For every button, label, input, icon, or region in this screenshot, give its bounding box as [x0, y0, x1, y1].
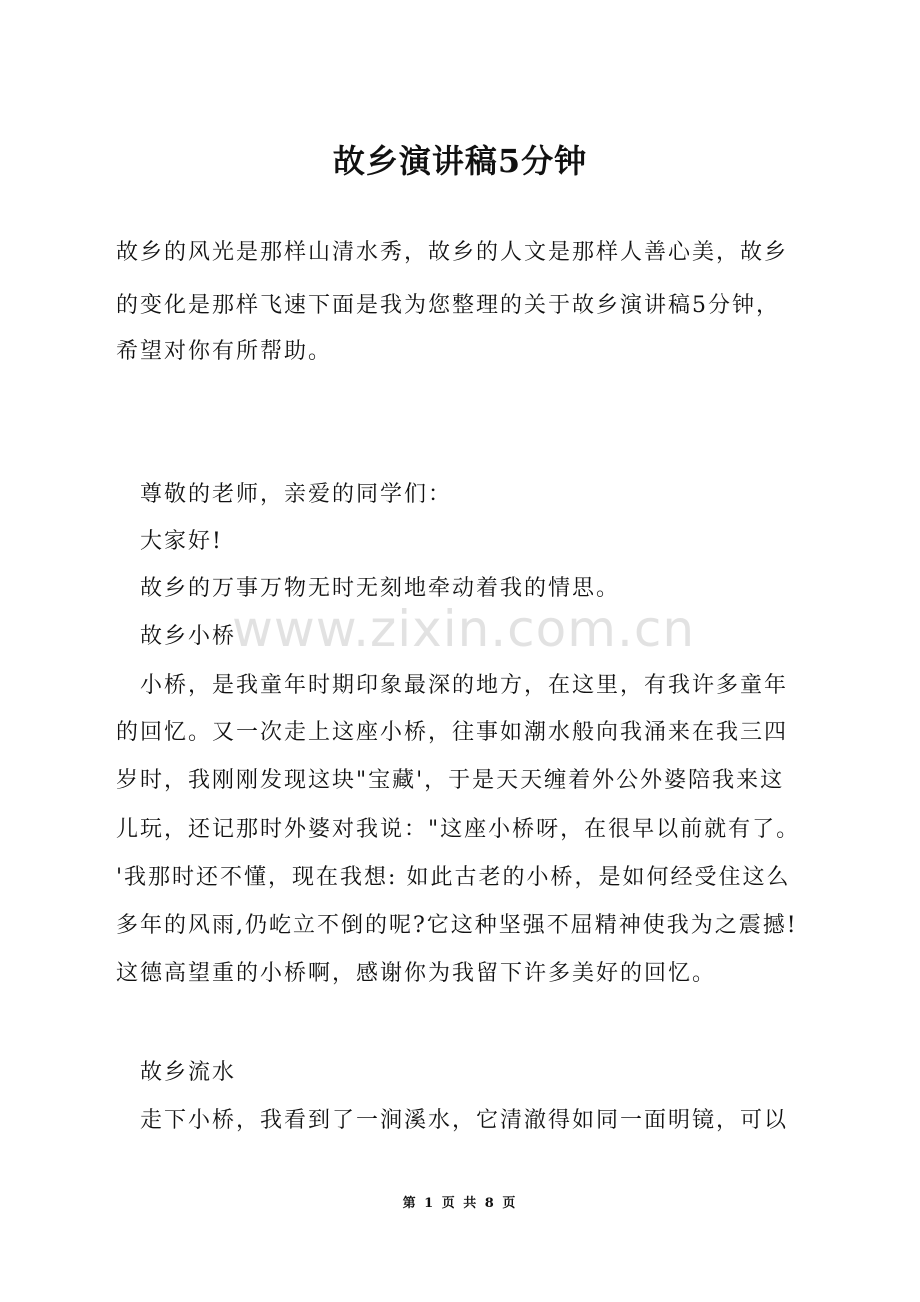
section-heading-stream: 故乡流水 [140, 1060, 237, 1085]
intro-line-3: 希望对你有所帮助。 [116, 339, 333, 364]
salutation: 尊敬的老师，亲爱的同学们： [140, 482, 453, 507]
paragraph-line: 多年的风雨,仍屹立不倒的呢?它这种坚强不屈精神使我为之震撼! [116, 913, 798, 938]
paragraph-line: 儿玩，还记那时外婆对我说："这座小桥呀，在很早以前就有了。 [116, 817, 801, 842]
document-title: 故乡演讲稿5分钟 [332, 142, 588, 180]
paragraph-line: '我那时还不懂，现在我想: 如此古老的小桥，是如何经受住这么 [116, 865, 791, 890]
watermark-text: www.zixin.com.cn [232, 600, 696, 658]
paragraph-line: 的回忆。又一次走上这座小桥，往事如潮水般向我涌来在我三四 [116, 720, 789, 745]
opening-line: 故乡的万事万物无时无刻地牵动着我的情思。 [140, 576, 621, 601]
section-heading-bridge: 故乡小桥 [140, 624, 237, 649]
intro-line-1: 故乡的风光是那样山清水秀，故乡的人文是那样人善心美，故乡 [116, 240, 789, 265]
intro-line-2: 的变化是那样飞速下面是我为您整理的关于故乡演讲稿5分钟， [116, 293, 780, 318]
page-footer: 第 1 页 共 8 页 [402, 1196, 518, 1211]
paragraph-line: 岁时，我刚刚发现这块"宝藏'，于是天天缠着外公外婆陪我来这 [116, 768, 785, 793]
greeting: 大家好! [140, 529, 223, 554]
paragraph-line: 这德高望重的小桥啊，感谢你为我留下许多美好的回忆。 [116, 961, 717, 986]
paragraph-line: 小桥，是我童年时期印象最深的地方，在这里，有我许多童年 [140, 673, 789, 698]
paragraph-line: 走下小桥，我看到了一涧溪水，它清澈得如同一面明镜，可以 [140, 1108, 789, 1133]
